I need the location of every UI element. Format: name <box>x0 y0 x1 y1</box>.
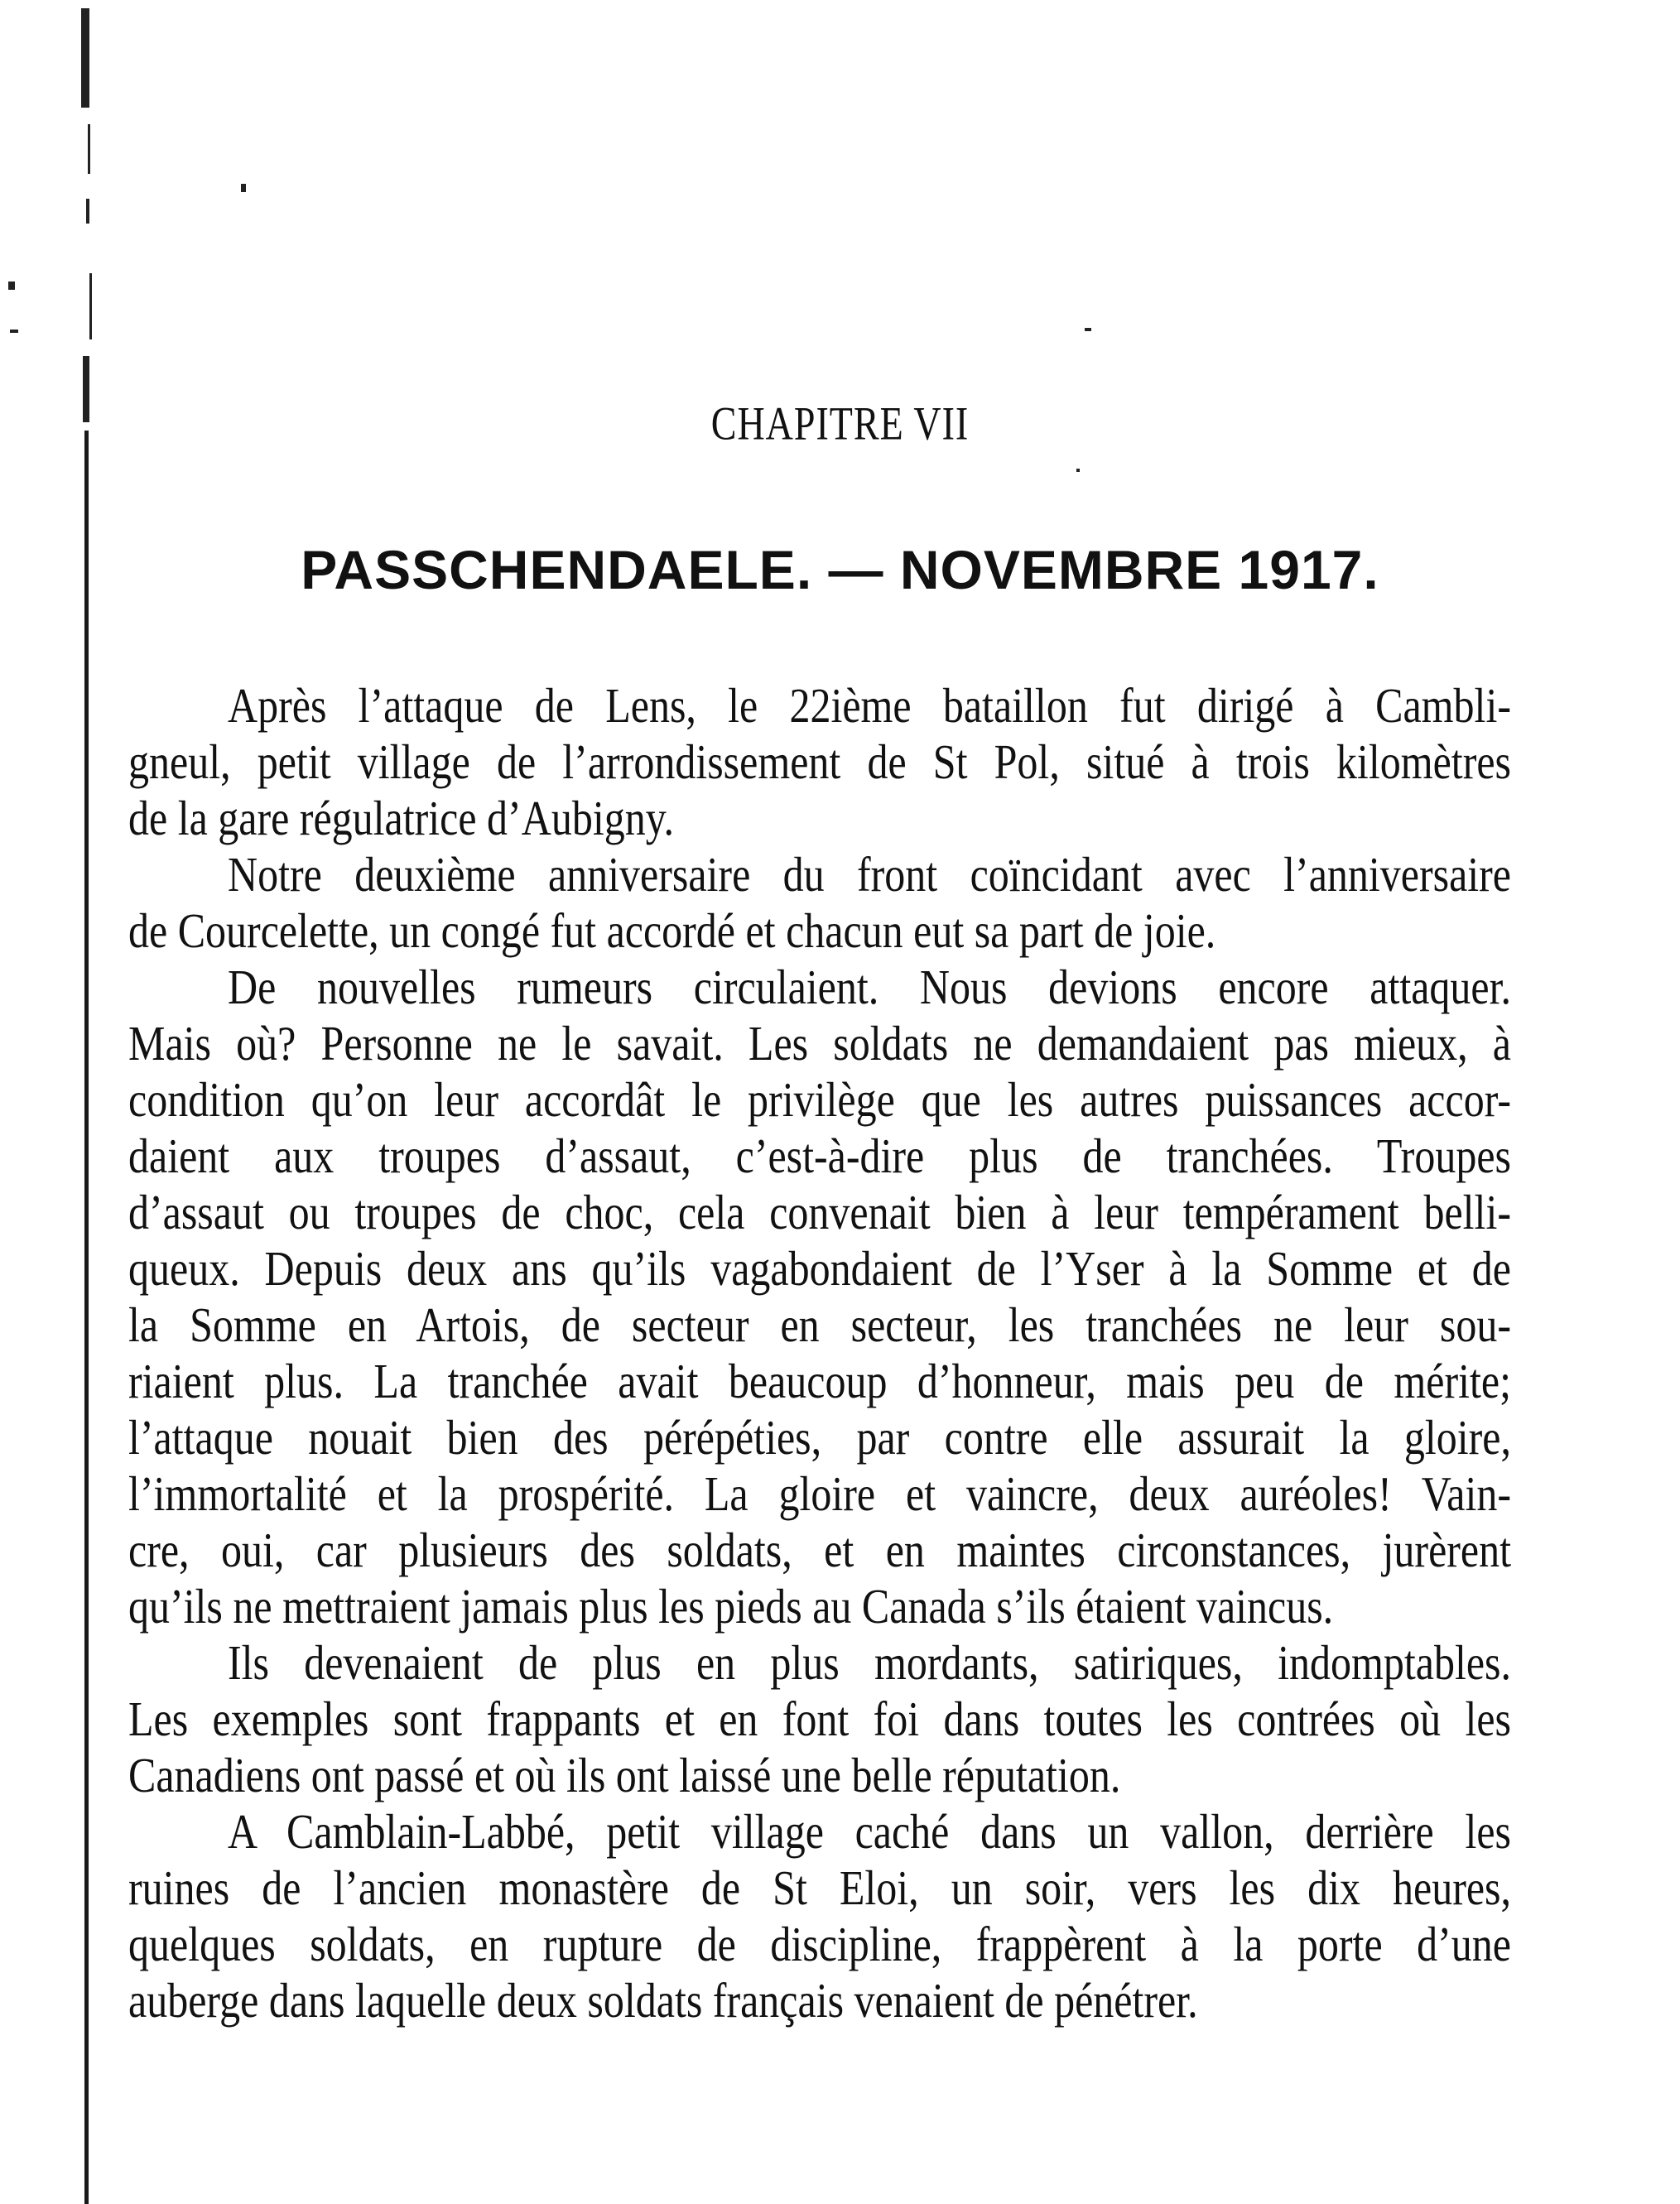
text-line: gneul, petit village de l’arrondissement de St Pol, situé à trois kilomètres <box>128 734 1511 790</box>
text-line: quelques soldats, en rupture de discipline, frappèrent à la porte d’une <box>128 1917 1511 1972</box>
chapter-title: PASSCHENDAELE. — NOVEMBRE 1917. <box>301 539 1379 600</box>
text-line: Après l’attaque de Lens, le 22ième bataillon fut dirigé à Cambli- <box>228 678 1511 734</box>
binding-rule <box>84 431 89 2204</box>
text-line: la Somme en Artois, de secteur en secteur, les tranchées ne leur sou- <box>128 1297 1511 1353</box>
text-line: Ils devenaient de plus en plus mordants, satiriques, indomptables. <box>228 1635 1511 1691</box>
scan-speck <box>86 199 89 224</box>
chapter-label: CHAPITRE VII <box>710 397 970 450</box>
text-line: ruines de l’ancien monastère de St Eloi, un soir, vers les dix heures, <box>128 1860 1511 1916</box>
body-text <box>128 672 1511 2028</box>
text-line: Les exemples sont frappants et en font foi dans toutes les contrées où les <box>128 1691 1511 1747</box>
text-line: de Courcelette, un congé fut accordé et chacun eut sa part de joie. <box>128 903 1216 959</box>
text-line: d’assaut ou troupes de choc, cela convenait bien à leur tempérament belli- <box>128 1185 1511 1240</box>
text-line: de la gare régulatrice d’Aubigny. <box>128 791 674 846</box>
text-line: l’immortalité et la prospérité. La gloire et vaincre, deux auréoles! Vain- <box>128 1466 1511 1522</box>
text-line: Notre deuxième anniversaire du front coïncidant avec l’anniversaire <box>228 847 1511 902</box>
text-line: queux. Depuis deux ans qu’ils vagabondaient de l’Yser à la Somme et de <box>128 1241 1511 1297</box>
text-line: A Camblain-Labbé, petit village caché dans un vallon, derrière les <box>228 1804 1511 1860</box>
scan-speck <box>10 330 18 333</box>
text-line: condition qu’on leur accordât le privilège que les autres puissances accor- <box>128 1072 1511 1128</box>
text-line: Canadiens ont passé et où ils ont laissé une belle réputation. <box>128 1748 1121 1803</box>
text-line: qu’ils ne mettraient jamais plus les pieds au Canada s’ils étaient vaincus. <box>128 1579 1334 1634</box>
text-line: l’attaque nouait bien des pérépéties, par contre elle assurait la gloire, <box>128 1410 1511 1465</box>
scan-speck <box>88 124 90 174</box>
scan-speck <box>1085 328 1091 331</box>
text-line: Mais où? Personne ne le savait. Les soldats ne demandaient pas mieux, à <box>128 1016 1511 1071</box>
scan-speck <box>241 184 246 192</box>
text-line: riaient plus. La tranchée avait beaucoup d’honneur, mais peu de mérite; <box>128 1354 1511 1409</box>
binding-edge <box>56 0 94 2204</box>
text-line: De nouvelles rumeurs circulaient. Nous devions encore attaquer. <box>228 960 1511 1015</box>
scan-speck <box>8 282 15 290</box>
text-line: cre, oui, car plusieurs des soldats, et en maintes circonstances, jurèrent <box>128 1523 1511 1578</box>
text-line: auberge dans laquelle deux soldats français venaient de pénétrer. <box>128 1973 1198 2028</box>
scan-speck <box>81 8 89 108</box>
scan-speck <box>1076 469 1080 472</box>
scan-speck <box>89 273 92 339</box>
text-line: daient aux troupes d’assaut, c’est-à-dire plus de tranchées. Troupes <box>128 1128 1511 1184</box>
